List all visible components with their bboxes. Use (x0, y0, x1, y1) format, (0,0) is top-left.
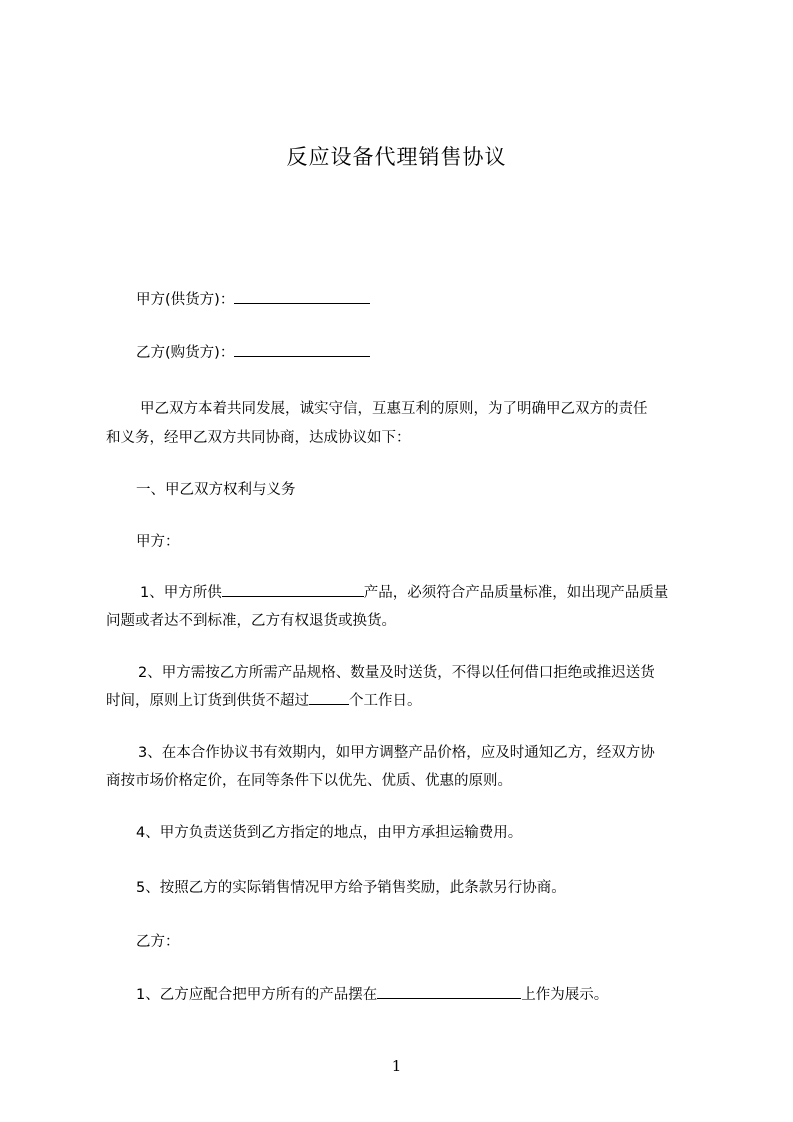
clause-a2-line-2 (106, 688, 706, 714)
party-b-label: 乙方(购货方)： (136, 345, 235, 361)
clause-a2-post: 个工作日。 (349, 693, 422, 709)
party-b-blank (234, 340, 370, 357)
intro-line-2: 和义务，经甲乙双方共同协商，达成协议如下： (106, 430, 411, 446)
clause-a1-blank (222, 580, 364, 597)
clause-a3-line-2: 商按市场价格定价，在同等条件下以优先、优质、优惠的原则。 (106, 773, 512, 789)
intro-line-1: 甲乙双方本着共同发展，诚实守信，互惠互利的原则，为了明确甲乙双方的责任 (140, 401, 648, 417)
clause-a5: 5、按照乙方的实际销售情况甲方给予销售奖励，此条款另行协商。 (136, 880, 566, 896)
party-b-line (136, 340, 736, 366)
clause-a4: 4、甲方负责送货到乙方指定的地点，由甲方承担运输费用。 (136, 825, 523, 841)
clause-a2-blank (309, 688, 349, 705)
party-a-label: 甲方(供货方)： (136, 292, 235, 308)
clause-a1-line-2: 问题或者达不到标准，乙方有权退货或换货。 (106, 613, 396, 629)
clause-b1 (136, 982, 736, 1008)
section-1-heading: 一、甲乙双方权利与义务 (136, 482, 296, 498)
party-a-line (136, 287, 736, 313)
party-a-heading: 甲方： (136, 534, 180, 550)
party-a-blank (234, 287, 370, 304)
clause-a1-line-1 (140, 580, 740, 606)
clause-a2-line-1: 2、甲方需按乙方所需产品规格、数量及时送货，不得以任何借口拒绝或推迟送货 (138, 665, 655, 681)
clause-b1-pre: 1、乙方应配合把甲方所有的产品摆在 (136, 987, 378, 1003)
clause-a1-post: 产品，必须符合产品质量标准，如出现产品质量 (363, 585, 669, 601)
clause-a3-line-1: 3、在本合作协议书有效期内，如甲方调整产品价格，应及时通知乙方，经双方协 (138, 745, 655, 761)
page-number: 1 (391, 1057, 402, 1075)
clause-b1-blank (377, 982, 521, 999)
document-title: 反应设备代理销售协议 (286, 145, 507, 169)
clause-a1-pre: 1、甲方所供 (140, 585, 222, 601)
clause-b1-post: 上作为展示。 (521, 987, 609, 1003)
party-b-heading: 乙方： (136, 934, 180, 950)
clause-a2-pre: 时间，原则上订货到供货不超过 (106, 693, 309, 709)
